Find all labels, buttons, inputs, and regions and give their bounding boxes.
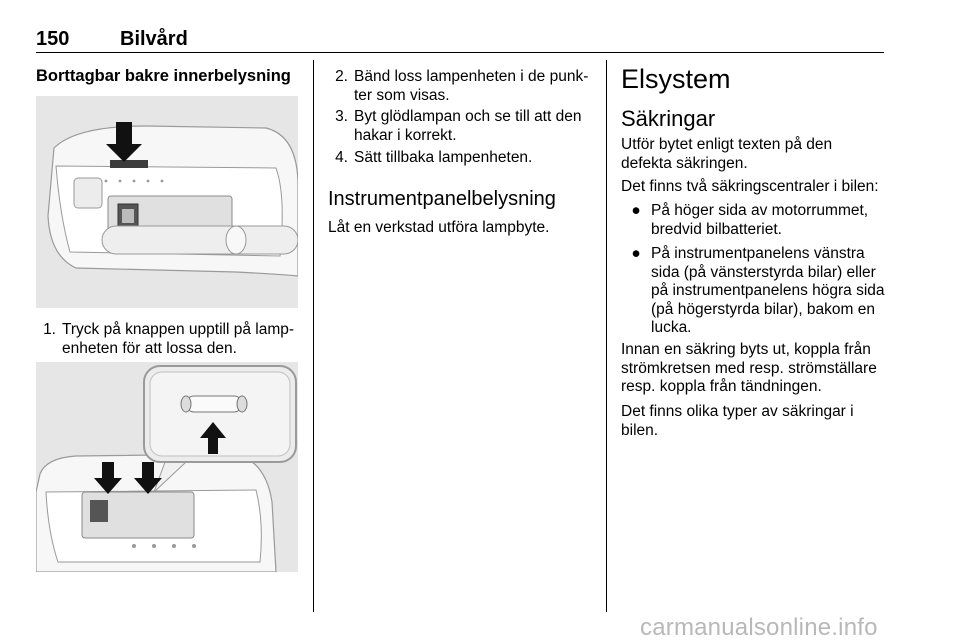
chapter-title: Elsystem bbox=[621, 64, 731, 94]
header-rule bbox=[36, 52, 884, 53]
fuses-paragraph-2: Det finns två säkringscentraler i bilen: bbox=[621, 178, 879, 195]
bulb-replacement-illustration bbox=[36, 362, 298, 572]
column-divider-2 bbox=[606, 60, 607, 612]
step-text: Tryck på knappen upptill på lamp-enheten för att lossa den. bbox=[62, 321, 295, 357]
step-number: 4. bbox=[335, 149, 348, 166]
section-heading-rear-light: Borttagbar bakre innerbelysning bbox=[36, 67, 291, 85]
step-number: 3. bbox=[335, 108, 348, 125]
fuses-paragraph-1: Utför bytet enligt texten på den defekta säkringen. bbox=[621, 136, 833, 172]
section-heading-fuses: Säkringar bbox=[621, 106, 716, 131]
column-divider-1 bbox=[313, 60, 314, 612]
step-number: 1. bbox=[43, 321, 56, 338]
bullet-icon: ● bbox=[631, 245, 641, 262]
page-number: 150 bbox=[36, 28, 70, 50]
bullet-item bbox=[621, 245, 887, 338]
step-number: 2. bbox=[335, 68, 348, 85]
watermark: carmanualsonline.info bbox=[640, 614, 878, 641]
instrument-lighting-text: Låt en verkstad utföra lampbyte. bbox=[328, 219, 550, 236]
rear-light-unit-illustration bbox=[36, 96, 298, 308]
bullet-text: På instrumentpanelens vänstra sida (på vänsterstyrda bilar) eller på instrumentpanelens högra sida (på högerstyrda bilar), bakom en lucka. bbox=[651, 245, 885, 336]
bullet-text: På höger sida av motorrummet, bredvid bilbatteriet. bbox=[651, 202, 869, 238]
section-title: Bilvård bbox=[120, 28, 188, 50]
bullet-icon: ● bbox=[631, 202, 641, 219]
step-text: Byt glödlampan och se till att den hakar i korrekt. bbox=[354, 108, 582, 144]
section-heading-instrument-lighting: Instrumentpanelbelysning bbox=[328, 188, 556, 210]
fuses-paragraph-3: Innan en säkring byts ut, koppla från strömkretsen med resp. strömställare resp. koppla från tändningen. bbox=[621, 341, 877, 395]
step-2 bbox=[328, 68, 594, 105]
step-1 bbox=[36, 321, 302, 358]
step-4 bbox=[328, 149, 594, 168]
step-text: Sätt tillbaka lampenheten. bbox=[354, 149, 533, 166]
fuses-paragraph-4: Det finns olika typer av säkringar i bilen. bbox=[621, 403, 854, 439]
bullet-item bbox=[621, 202, 887, 239]
step-text: Bänd loss lampenheten i de punk-ter som visas. bbox=[354, 68, 589, 104]
step-3 bbox=[328, 108, 594, 145]
